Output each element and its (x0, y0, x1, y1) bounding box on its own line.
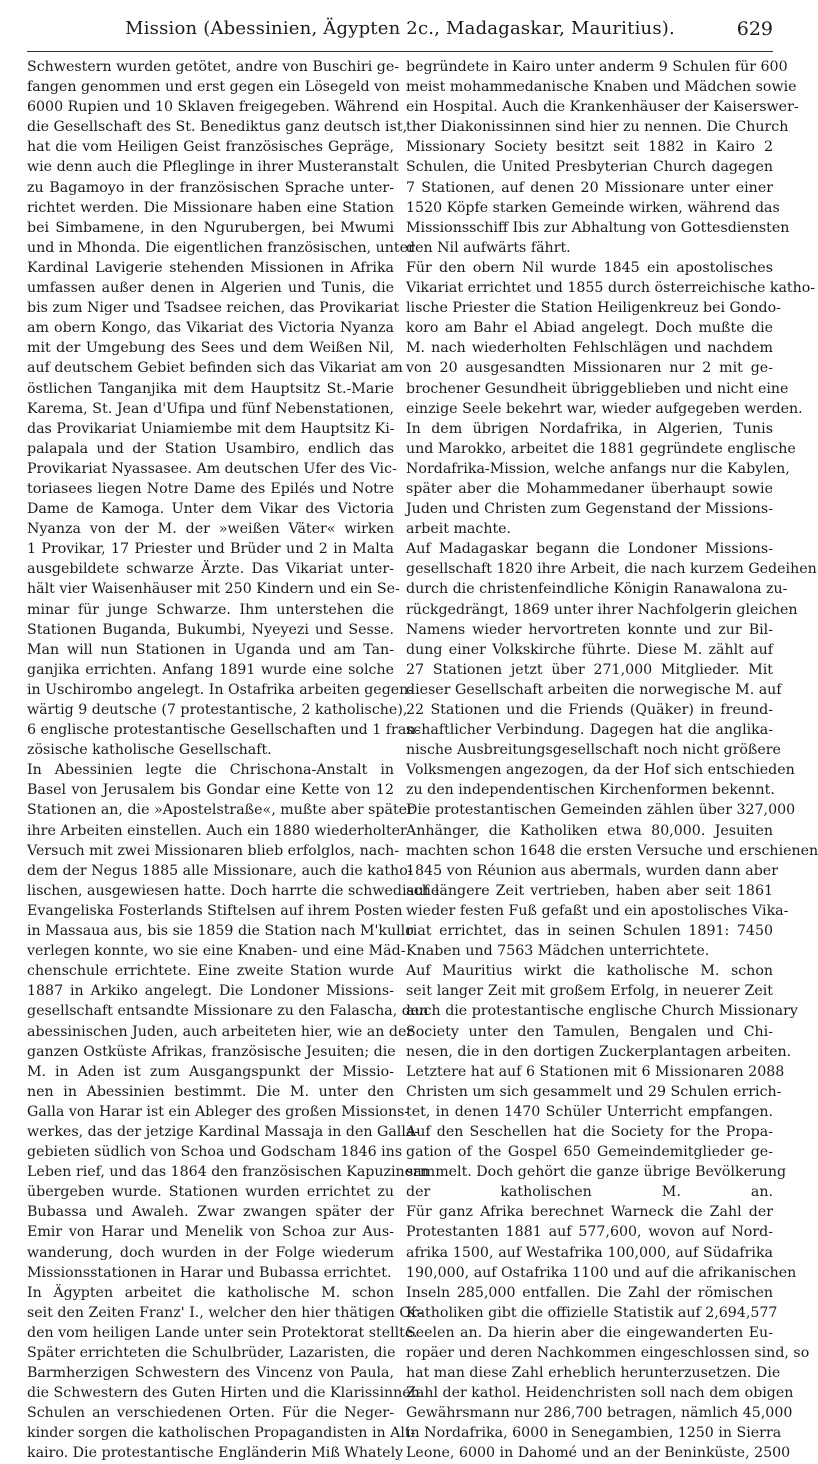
text-line: 6000 Rupien und 10 Sklaven freigegeben. Während (27, 99, 399, 116)
text-line: nen in Abessinien bestimmt. Die M. unter den (27, 1083, 394, 1100)
text-line: Schwestern wurden getötet, andre von Buschiri ge- (27, 59, 400, 75)
text-line: 190,000, auf Ostafrika 1100 und auf die afrikanischen (406, 1264, 797, 1281)
text-columns (27, 57, 818, 1462)
text-line: chenschule errichtete. Eine zweite Station wurde (27, 963, 394, 980)
text-line: ganjika errichten. Anfang 1891 wurde eine solche (27, 661, 394, 678)
text-line: auch die protestantische englische Church Missionary (406, 1003, 798, 1020)
text-line: wie denn auch die Pfleglinge in ihrer Musteranstalt (27, 159, 399, 176)
text-line: Emir von Harar und Menelik von Schoa zur Aus- (27, 1224, 394, 1241)
text-line: gesellschaft 1820 ihre Arbeit, die nach kurzem Gedeihen (406, 561, 817, 578)
text-line: Schulen, die United Presbyterian Church dagegen (406, 159, 773, 176)
text-line: machten schon 1648 die ersten Versuche und erschienen (406, 842, 818, 859)
text-line: und in Mhonda. Die eigentlichen französischen, unter (27, 239, 415, 256)
text-line: lische Priester die Station Heiligenkreuz bei Gondo- (406, 300, 781, 317)
text-line: tet, in denen 1470 Schüler Unterricht empfangen. (406, 1103, 773, 1120)
text-line: Katholiken gibt die offizielle Statistik auf 2,694,577 (406, 1304, 778, 1321)
text-line: zösische katholische Gesellschaft. (27, 742, 272, 759)
text-line: hat man diese Zahl erheblich herunterzusetzen. Die (406, 1365, 781, 1382)
text-line: Auf Madagaskar begann die Londoner Missions- (406, 541, 773, 558)
text-line: Basel von Jerusalem bis Gondar eine Kette von 12 (27, 782, 394, 799)
text-line: begründete in Kairo unter anderm 9 Schulen für 600 (406, 59, 788, 75)
text-line: gation of the Gospel 650 Gemeindemitglieder ge- (406, 1144, 773, 1161)
text-line: dem der Negus 1885 alle Missionare, auch die katho- (27, 862, 413, 879)
text-line: M. nach wiederholten Fehlschlägen und nachdem (406, 340, 773, 357)
text-line: seit den Zeiten Franz' I., welcher den hier thätigen Or- (27, 1304, 423, 1321)
text-line: dieser Gesellschaft arbeiten die norwegische M. auf (406, 681, 782, 698)
text-line: Knaben und 7563 Mädchen unterrichtete. (406, 943, 710, 960)
text-line: 1520 Köpfe starken Gemeinde wirken, während das (406, 199, 780, 216)
text-line: riat errichtet, das in seinen Schulen 1891: 7450 (406, 923, 773, 940)
text-line: hält vier Waisenhäuser mit 250 Kindern und ein Se- (27, 581, 400, 598)
text-line: Karema, St. Jean d'Ufipa und fünf Nebenstationen, (27, 400, 394, 417)
text-line: hat die vom Heiligen Geist französisches Gepräge, (27, 139, 394, 156)
text-line: toriasees liegen Notre Dame des Epilés und Notre (27, 480, 394, 497)
text-line: rückgedrängt, 1869 unter ihrer Nachfolgerin gleichen (406, 601, 798, 618)
running-head: Mission (Abessinien, Ägypten 2c., Madagaskar, Mauritius). (125, 18, 675, 39)
text-line: ein Hospital. Auch die Krankenhäuser der Kaiserswer- (406, 99, 799, 116)
text-line: Missionsstationen in Harar und Bubassa errichtet. (27, 1264, 392, 1281)
text-line: in Nordafrika, 6000 in Senegambien, 1250 in Sierra (406, 1425, 782, 1442)
text-line: Später errichteten die Schulbrüder, Lazaristen, die (27, 1345, 396, 1361)
text-line: sammelt. Doch gehört die ganze übrige Bevölkerung (406, 1164, 787, 1181)
text-line: Nordafrika-Mission, welche anfangs nur die Kabylen, (406, 460, 790, 477)
text-line: gesellschaft entsandte Missionare zu den Falascha, den (27, 1003, 429, 1020)
text-line: Missionary Society besitzt seit 1882 in Kairo 2 (406, 139, 773, 156)
text-line: In dem übrigen Nordafrika, in Algerien, Tunis (406, 420, 773, 437)
text-line: Versuch mit zwei Missionaren blieb erfolglos, nach- (27, 842, 400, 859)
text-line: dung einer Volkskirche führte. Diese M. zählt auf (406, 641, 773, 658)
text-line: lischen, ausgewiesen hatte. Doch harrte die schwedische (27, 882, 440, 899)
text-line: koro am Bahr el Abiad angelegt. Doch mußte die (406, 320, 773, 337)
text-line: abessinischen Juden, auch arbeiteten hier, wie an der (27, 1023, 414, 1040)
text-line: Society unter den Tamulen, Bengalen und Chi- (406, 1023, 773, 1040)
left-column (27, 57, 440, 1462)
text-line: afrika 1500, auf Westafrika 100,000, auf Südafrika (406, 1244, 773, 1261)
text-line: umfassen außer denen in Algerien und Tunis, die (27, 280, 394, 297)
text-line: Volksmengen angezogen, da der Hof sich entschieden (406, 762, 795, 779)
text-line: Für ganz Afrika berechnet Warneck die Zahl der (406, 1204, 773, 1221)
text-line: wieder festen Fuß gefaßt und ein apostolisches Vika- (406, 902, 789, 919)
text-line: arbeit machte. (406, 521, 512, 538)
text-line: bei Simbamene, in den Ngurubergen, bei Mwumi (27, 219, 394, 236)
text-line: schaftlicher Verbindung. Dagegen hat die anglika- (406, 722, 773, 739)
text-line: wanderung, doch wurden in der Folge wiederum (27, 1244, 394, 1261)
text-line: durch die christenfeindliche Königin Ranawalona zu- (406, 581, 788, 598)
text-line: Galla von Harar ist ein Ableger des großen Missions- (27, 1103, 410, 1120)
text-line: Auf Mauritius wirkt die katholische M. schon (406, 963, 773, 980)
text-line: den Nil aufwärts fährt. (406, 239, 571, 256)
text-line: in Uschirombo angelegt. In Ostafrika arbeiten gegen- (27, 681, 414, 698)
text-line: östlichen Tanganjika mit dem Hauptsitz St.-Marie (27, 380, 394, 397)
text-line: ropäer und deren Nachkommen eingeschlossen sind, so (406, 1345, 810, 1361)
text-line: Kardinal Lavigerie stehenden Missionen in Afrika (27, 259, 394, 276)
text-line: palapala und der Station Usambiro, endlich das (27, 440, 394, 457)
text-line: verlegen konnte, wo sie eine Knaben- und eine Mäd- (27, 943, 406, 960)
text-line: 7 Stationen, auf denen 20 Missionare unter einer (406, 179, 773, 196)
text-line: die Schwestern des Guten Hirten und die Klarissinnen (27, 1385, 420, 1402)
text-line: den vom heiligen Lande unter sein Protektorat stellte. (27, 1324, 418, 1341)
text-line: meist mohammedanische Knaben und Mädchen sowie (406, 79, 797, 96)
text-line: Protestanten 1881 auf 577,600, wovon auf Nord- (406, 1224, 773, 1241)
text-line: Auf den Seschellen hat die Society for the Propa- (406, 1123, 773, 1140)
text-line: 1887 in Arkiko angelegt. Die Londoner Missions- (27, 983, 394, 1000)
text-line: Inseln 285,000 entfallen. Die Zahl der römischen (406, 1284, 773, 1301)
text-line: Stationen an, die »Apostelstraße«, mußte aber später (27, 802, 414, 819)
text-line: minar für junge Schwarze. Ihm unterstehen die (27, 601, 394, 618)
text-line: Juden und Christen zum Gegenstand der Missions- (406, 501, 773, 518)
text-line: Leben rief, und das 1864 den französischen Kapuzinern (27, 1164, 429, 1181)
text-line: werkes, das der jetzige Kardinal Massaja in den Galla- (27, 1123, 420, 1140)
text-line: das Provikariat Uniamiembe mit dem Hauptsitz Ki- (27, 420, 395, 437)
text-line: Nyanza von der M. der »weißen Väter« wirken (27, 521, 394, 538)
text-line: am obern Kongo, das Vikariat des Victoria Nyanza (27, 320, 394, 337)
text-line: Man will nun Stationen in Uganda und am Tan- (27, 641, 394, 658)
text-line: Schulen an verschiedenen Orten. Für die Neger- (27, 1405, 394, 1422)
text-line: mit der Umgebung des Sees und dem Weißen Nil, (27, 340, 394, 357)
text-line: Zahl der kathol. Heidenchristen soll nach dem obigen (406, 1385, 794, 1402)
text-line: 6 englische protestantische Gesellschaften und 1 fran- (27, 722, 421, 739)
text-line: Provikariat Nyassasee. Am deutschen Ufer des Vic- (27, 460, 397, 477)
text-line: M. in Aden ist zum Ausgangspunkt der Missio- (27, 1063, 394, 1080)
text-line: In Abessinien legte die Chrischona-Anstalt in (27, 762, 394, 779)
text-line: 22 Stationen und die Friends (Quäker) in freund- (406, 702, 773, 718)
text-line: Stationen Buganda, Bukumbi, Nyeyezi und Sesse. (27, 621, 394, 638)
text-line: Missionsschiff Ibis zur Abhaltung von Gottesdiensten (406, 219, 790, 236)
text-line: ganzen Ostküste Afrikas, französische Jesuiten; die (27, 1043, 396, 1060)
text-line: Letztere hat auf 6 Stationen mit 6 Missionaren 2088 (406, 1063, 785, 1080)
text-line: Christen um sich gesammelt und 29 Schulen errich- (406, 1083, 782, 1100)
text-line: gebieten südlich von Schoa und Godscham 1846 ins (27, 1144, 403, 1161)
text-line: ihre Arbeiten einstellen. Auch ein 1880 wiederholter (27, 822, 407, 839)
text-line: seit langer Zeit mit großem Erfolg, in neuerer Zeit (406, 983, 773, 1000)
text-line: nische Ausbreitungsgesellschaft noch nicht größere (406, 742, 781, 759)
text-line: zu den independentischen Kirchenformen bekennt. (406, 782, 775, 799)
text-line: brochener Gesundheit übriggeblieben und nicht eine (406, 380, 789, 397)
text-line: 1845 von Réunion aus abermals, wurden dann aber (406, 862, 778, 879)
text-line: Vikariat errichtet und 1855 durch österreichische katho- (406, 280, 816, 297)
text-line: richtet werden. Die Missionare haben eine Station (27, 199, 394, 216)
text-line: kairo. Die protestantische Engländerin Miß Whately (27, 1445, 404, 1462)
text-line: zu Bagamoyo in der französischen Sprache unter- (27, 179, 394, 196)
text-line: 27 Stationen jetzt über 271,000 Mitglieder. Mit (406, 661, 773, 678)
text-line: Für den obern Nil wurde 1845 ein apostolisches (406, 259, 773, 276)
text-line: von 20 ausgesandten Missionaren nur 2 mit ge- (406, 360, 773, 377)
text-line: auf längere Zeit vertrieben, haben aber seit 1861 (406, 882, 773, 899)
text-line: fangen genommen und erst gegen ein Lösegeld von (27, 79, 400, 96)
text-line: und Marokko, arbeitet die 1881 gegründete englische (406, 440, 796, 457)
text-line: Dame de Kamoga. Unter dem Vikar des Victoria (27, 501, 394, 518)
page-number: 629 (736, 18, 773, 40)
text-line: der katholischen M. an. (406, 1184, 773, 1201)
text-line: die Gesellschaft des St. Benediktus ganz deutsch ist, (27, 119, 408, 136)
text-line: Namens wieder hervortreten konnte und zur Bil- (406, 621, 773, 638)
text-line: 1 Provikar, 17 Priester und Brüder und 2 in Malta (27, 541, 394, 558)
text-line: nesen, die in den dortigen Zuckerplantagen arbeiten. (406, 1043, 792, 1060)
text-line: ausgebildete schwarze Ärzte. Das Vikariat unter- (27, 561, 394, 578)
text-line: auf deutschem Gebiet befinden sich das Vikariat am (27, 360, 403, 377)
text-line: übergeben wurde. Stationen wurden errichtet zu (27, 1184, 394, 1201)
text-line: in Massaua aus, bis sie 1859 die Station nach M'kullo (27, 923, 414, 940)
text-line: einzige Seele bekehrt war, wieder aufgegeben werden. (406, 400, 803, 417)
right-column (406, 57, 818, 1462)
text-line: Barmherzigen Schwestern des Vincenz von Paula, (27, 1365, 394, 1382)
text-line: Gewährsmann nur 286,700 betragen, nämlich 45,000 (406, 1405, 793, 1422)
text-line: In Ägypten arbeitet die katholische M. schon (27, 1284, 394, 1301)
text-line: Die protestantischen Gemeinden zählen über 327,000 (406, 802, 796, 819)
text-line: Bubassa und Awaleh. Zwar zwangen später der (27, 1204, 394, 1221)
text-line: Anhänger, die Katholiken etwa 80,000. Jesuiten (406, 822, 773, 839)
text-line: kinder sorgen die katholischen Propagandisten in Alt- (27, 1425, 416, 1442)
text-line: Evangeliska Fosterlands Stiftelsen auf ihrem Posten (27, 902, 403, 919)
text-line: Seelen an. Da hierin aber die eingewanderten Eu- (406, 1324, 773, 1341)
text-line: wärtig 9 deutsche (7 protestantische, 2 katholische), (27, 702, 408, 718)
page-header (27, 12, 773, 52)
text-line: Leone, 6000 in Dahomé und an der Beninküste, 2500 (406, 1445, 791, 1462)
text-line: später aber die Mohammedaner überhaupt sowie (406, 480, 773, 497)
text-line: bis zum Niger und Tsadsee reichen, das Provikariat (27, 300, 400, 317)
text-line: ther Diakonissinnen sind hier zu nennen. Die Church (406, 119, 789, 136)
